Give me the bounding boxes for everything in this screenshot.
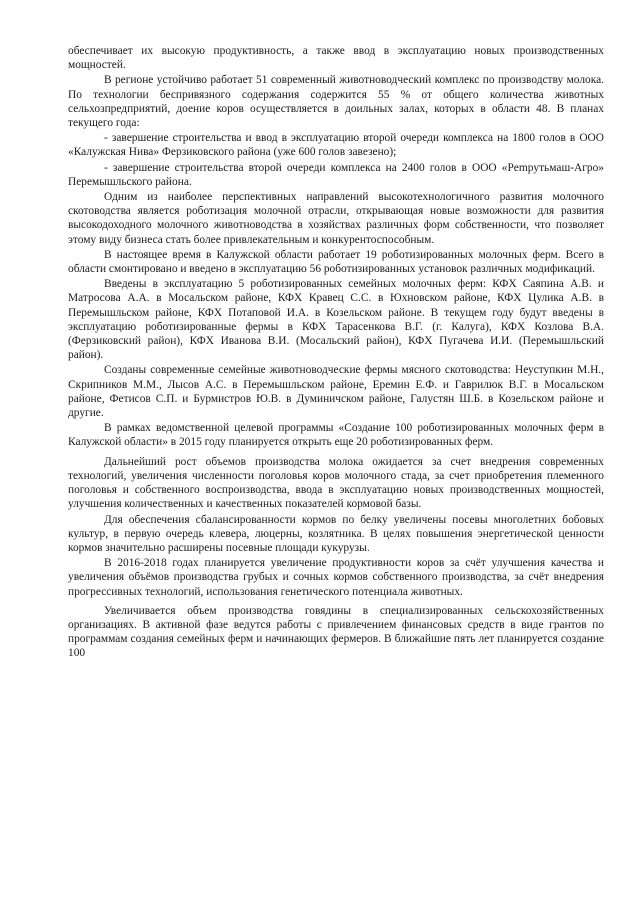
paragraph: Одним из наиболее перспективных направлений высокотехнологичного развития молочного скотоводства является роботизация молочной отрасли, открывающая новые возможности для развития высокодоходного молочного животноводства в хозяйствах различных форм собственности, что позволяет этому виду бизнеса стать более привлекательным и конкурентоспособным. bbox=[68, 191, 604, 246]
paragraph: Дальнейший рост объемов производства молока ожидается за счет внедрения современных технологий, увеличения численности поголовья коров молочного стада, за счет приобретения племенного поголовья и собственного воспроизводства, ввода в эксплуатацию новых производственных мощностей, улучшения количественных и качественных показателей кормовой базы. bbox=[68, 455, 604, 511]
paragraph: обеспечивает их высокую продуктивность, а также ввод в эксплуатацию новых производственных мощностей. bbox=[68, 45, 604, 72]
paragraph: В рамках ведомственной целевой программы «Создание 100 роботизированных молочных ферм в Калужской области» в 2015 году планируется открыть еще 20 роботизированных ферм. bbox=[68, 422, 604, 449]
list-item: - завершение строительства и ввод в эксплуатацию второй очереди комплекса на 1800 голов в ООО «Калужская Нива» Ферзиковского района (уже 600 голов завезено); bbox=[68, 132, 604, 159]
list-item: - завершение строительства второй очереди комплекса на 2400 голов в ООО «Рempутьмаш-Агро» Перемышльского района. bbox=[68, 161, 604, 188]
paragraph: Для обеспечения сбалансированности кормов по белку увеличены посевы многолетних бобовых культур, в первую очередь клевера, люцерны, козлятника. В целях повышения энергетической ценности кормов значительно расширены посевные площади кукурузы. bbox=[68, 513, 604, 554]
paragraph: В регионе устойчиво работает 51 современный животноводческий комплекс по производству молока. По технологии беспривязного содержания содержится 55 % от общего количества животных сельхозпредприятий, доение коров осуществляется в доильных залах, которых в области 48. В планах текущего года: bbox=[68, 74, 604, 130]
paragraph: В настоящее время в Калужской области работает 19 роботизированных молочных ферм. Всего в области смонтировано и введено в эксплуатацию 56 роботизированных установок различных модификаций. bbox=[68, 248, 604, 276]
paragraph: Созданы современные семейные животноводческие фермы мясного скотоводства: Неуступкин М.Н., Скрипников М.М., Лысов А.С. в Перемышльском районе, Еремин Е.Ф. и Гаврилюк В.Г. в Мосальском районе, Фетисов С.П. и Бурмистров Ю.В. в Думиничском районе, Галустян Ш.Б. в Козельском районе и другие. bbox=[68, 364, 604, 420]
paragraph: В 2016-2018 годах планируется увеличение продуктивности коров за счёт улучшения качества и увеличения объёмов производства грубых и сочных кормов собственного производства, за счёт внедрения прогрессивных технологий, использования генетического потенциала животных. bbox=[68, 557, 604, 598]
document-body bbox=[68, 44, 604, 662]
paragraph: Введены в эксплуатацию 5 роботизированных семейных молочных ферм: КФХ Саяпина А.В. и Матросова А.А. в Мосальском районе, КФХ Кравец С.С. в Юхновском районе, КФХ Цулика А.В. в Перемышльском районе, КФХ Потаповой И.А. в Козельском районе. В текущем году будут введены в эксплуатацию роботизированные фермы в КФХ Тарасенкова В.Г. (г. Калуга), КФХ Козлова В.А. (Ферзиковский район), КФХ Иванова В.И. (Мосальский район), КФХ Пугачева И.И. (Перемышльский район). bbox=[68, 278, 604, 362]
paragraph: Увеличивается объем производства говядины в специализированных сельскохозяйственных организациях. В активной фазе ведутся работы с привлечением финансовых средств в виде грантов по программам создания семейных ферм и начинающих фермеров. В ближайшие пять лет планируется создание 100 bbox=[68, 604, 604, 660]
